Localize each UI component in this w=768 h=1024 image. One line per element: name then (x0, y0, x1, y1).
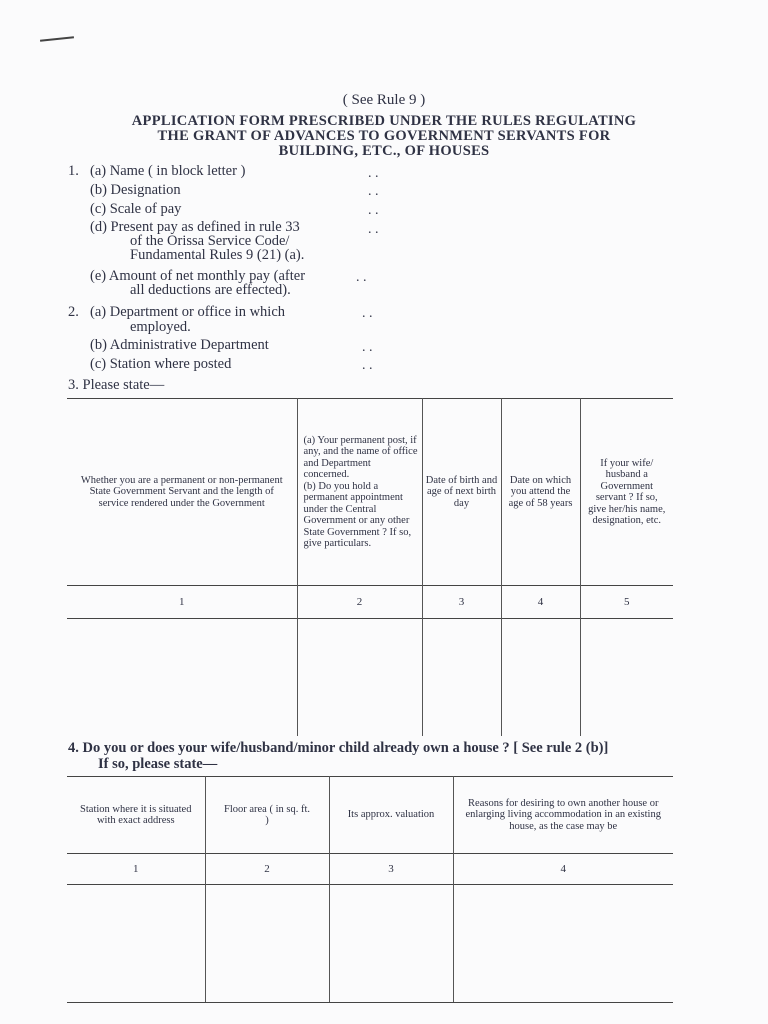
q3-col-number: 2 (297, 586, 422, 619)
q3-col3-text: Date of birth and age of next birth day (425, 474, 498, 509)
q3-answer-cell[interactable] (501, 619, 580, 736)
table-bottom-rule (67, 1002, 673, 1003)
q3-answer-cell[interactable] (580, 619, 673, 736)
q2c-label: (c) Station where posted (90, 356, 232, 372)
leader-dots: . . (368, 166, 379, 181)
q4-col2-header (205, 777, 329, 854)
q3-col5-header (580, 399, 673, 586)
q3-col4-text: Date on which you attend the age of 58 years (508, 474, 573, 509)
q2a-label: (a) Department or office in which (90, 304, 285, 320)
q4-col-number: 3 (329, 854, 453, 885)
q4-col3-header (329, 777, 453, 854)
q3-col4-header (501, 399, 580, 586)
q4-col2-text: Floor area ( in sq. ft. ) (223, 803, 311, 826)
leader-dots: . . (368, 222, 379, 237)
q4-col-number: 2 (205, 854, 329, 885)
leader-dots: . . (362, 358, 373, 373)
q3-col-number: 1 (67, 586, 297, 619)
q4-answer-cell[interactable] (205, 885, 329, 1003)
q3-table (67, 398, 673, 736)
q3-col2-text: (a) Your permanent post, if any, and the name of office and Department concerned. (b) Do you hold a permanent appointment under the Central Government or any other State Government ? If so, give particulars. (303, 434, 418, 549)
title-line: THE GRANT OF ADVANCES TO GOVERNMENT SERVANTS FOR (157, 128, 611, 144)
title-line: BUILDING, ETC., OF HOUSES (278, 143, 490, 159)
leader-dots: . . (356, 270, 367, 285)
q4-line1: 4. Do you or does your wife/husband/minor child already own a house ? [ See rule 2 (b)] (68, 740, 609, 756)
q1e-label: (e) Amount of net monthly pay (after (90, 268, 306, 284)
q2b-label: (b) Administrative Department (90, 337, 269, 353)
q3-label: 3. Please state— (68, 377, 165, 393)
q4-answer-cell[interactable] (329, 885, 453, 1003)
q4-col4-text: Reasons for desiring to own another house or enlarging living accommodation in an existing house, as the case may be (465, 797, 661, 832)
q3-answer-cell[interactable] (297, 619, 422, 736)
q4-col4-header (453, 777, 673, 854)
q4-table (67, 776, 673, 1003)
title-line: APPLICATION FORM PRESCRIBED UNDER THE RULES REGULATING (131, 113, 637, 129)
leader-dots: . . (368, 184, 379, 199)
rule-reference: ( See Rule 9 ) (342, 92, 426, 108)
q1c-label: (c) Scale of pay (90, 201, 182, 217)
q3-answer-cell[interactable] (67, 619, 297, 736)
q3-answer-cell[interactable] (422, 619, 501, 736)
q4-col-number: 4 (453, 854, 673, 885)
q3-col-number: 5 (580, 586, 673, 619)
q1b-label: (b) Designation (90, 182, 181, 198)
q3-col5-text: If your wife/ husband a Government servant ? If so, give her/his name, designation, etc. (588, 457, 666, 526)
q1d-continuation: Fundamental Rules 9 (21) (a). (130, 247, 305, 263)
leader-dots: . . (362, 306, 373, 321)
q3-col-number: 3 (422, 586, 501, 619)
q4-line2: If so, please state— (98, 756, 218, 772)
q4-question (68, 740, 608, 772)
q4-col3-text: Its approx. valuation (347, 809, 435, 821)
q3-col2-header (297, 399, 422, 586)
q3-col-number: 4 (501, 586, 580, 619)
q1-number: 1. (68, 163, 79, 179)
leader-dots: . . (362, 340, 373, 355)
q4-answer-cell[interactable] (453, 885, 673, 1003)
q2-number: 2. (68, 304, 79, 320)
q1d-label: (d) Present pay as defined in rule 33 (90, 219, 300, 235)
q2a-continuation: employed. (130, 319, 191, 335)
q1a-label: (a) Name ( in block letter ) (90, 163, 246, 179)
q1e-continuation: all deductions are effected). (130, 282, 291, 298)
form-title (80, 114, 688, 159)
pen-mark (40, 36, 74, 42)
q4-col1-header (67, 777, 205, 854)
q4-answer-cell[interactable] (67, 885, 205, 1003)
q1d-continuation: of the Orissa Service Code/ (130, 233, 290, 249)
q4-col1-text: Station where it is situated with exact address (80, 803, 192, 826)
q4-col-number: 1 (67, 854, 205, 885)
leader-dots: . . (368, 203, 379, 218)
q3-col3-header (422, 399, 501, 586)
q3-col1-text: Whether you are a permanent or non-permanent State Government Servant and the length of service rendered under the Government (80, 474, 283, 509)
q3-col1-header (67, 399, 297, 586)
